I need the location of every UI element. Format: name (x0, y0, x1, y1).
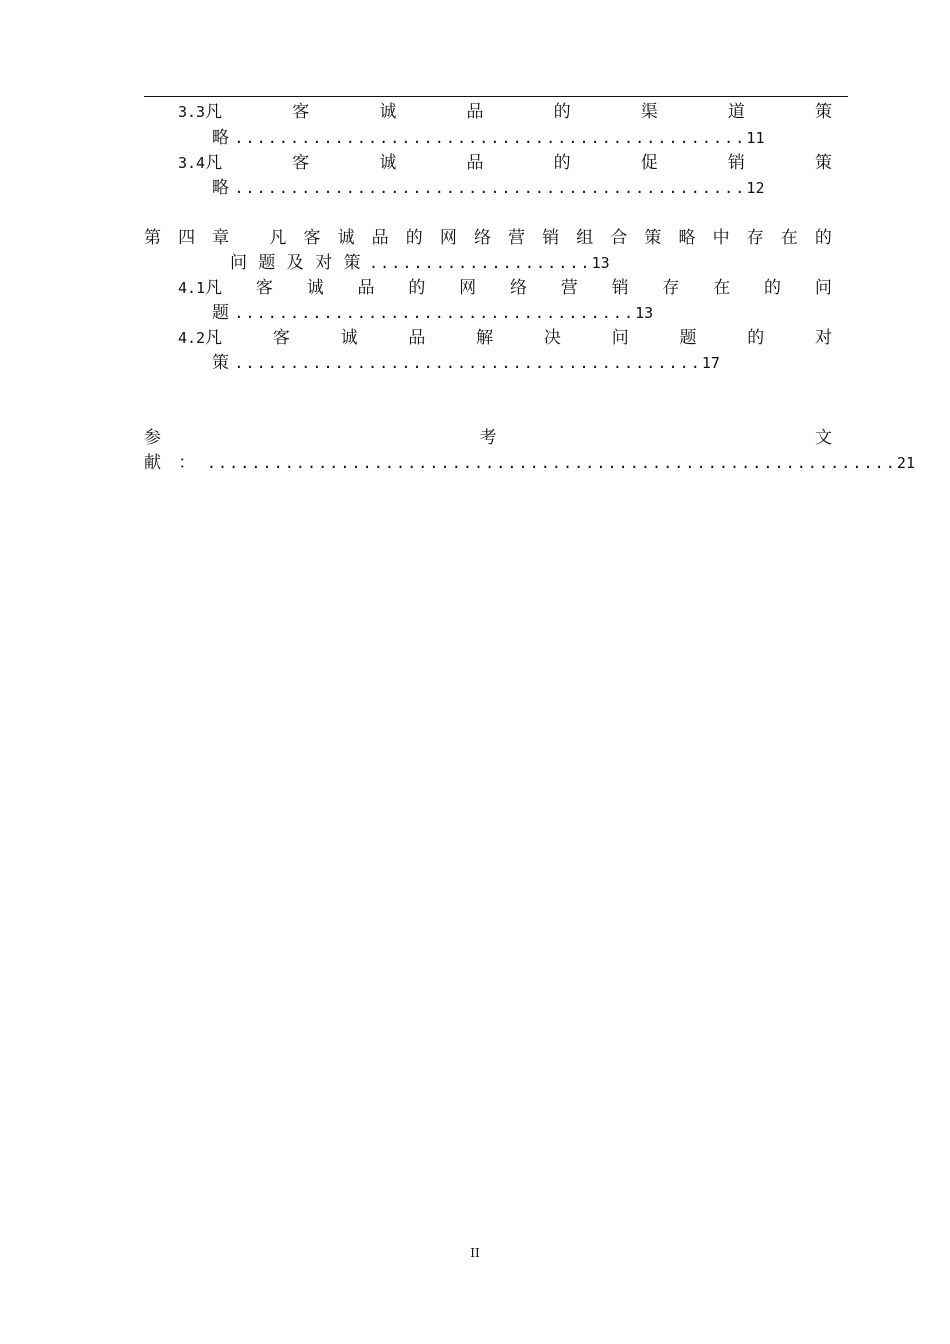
toc-text: 品 (371, 228, 389, 248)
toc-text: 决 (543, 328, 561, 348)
toc-page-number: 13 (591, 254, 610, 272)
toc-page-number: 17 (701, 354, 720, 372)
toc-text: 第 (144, 228, 161, 248)
toc-chapter-4-line1[interactable] (144, 226, 832, 250)
toc-text: 章 (212, 228, 230, 248)
toc-leader-dots: .................................... (234, 304, 636, 322)
toc-text: 题 (679, 328, 697, 348)
toc-leader-dots: .............................................................. (206, 454, 897, 472)
toc-text: 解 (476, 328, 494, 348)
toc-text: 诚 (337, 228, 355, 248)
toc-text: 品 (357, 278, 375, 298)
toc-text: 的 (553, 153, 571, 173)
toc-entry-4-2-line1[interactable] (178, 326, 832, 350)
toc-text: 略 (212, 128, 229, 148)
toc-text: 销 (727, 153, 745, 173)
toc-leader-dots: .............................................. (234, 179, 747, 197)
toc-text: 参 (144, 428, 161, 448)
toc-text: 网 (459, 278, 477, 298)
toc-references-line2[interactable] (144, 451, 915, 475)
toc-entry-4-2-line2[interactable] (212, 351, 720, 375)
toc-text: 客 (255, 278, 273, 298)
header-rule (144, 96, 848, 97)
toc-references-line1[interactable] (144, 426, 832, 450)
toc-text: 营 (508, 228, 526, 248)
toc-leader-dots: .......................................... (234, 354, 702, 372)
toc-text: 品 (466, 102, 484, 122)
toc-text: 在 (780, 228, 798, 248)
toc-entry-3-3-line2[interactable] (212, 126, 764, 150)
toc-3-3-num-char1: 3.3凡 (178, 102, 223, 122)
toc-text: 问 (611, 328, 629, 348)
toc-3-4-num-char1: 3.4凡 (178, 153, 223, 173)
toc-text: 销 (611, 278, 629, 298)
toc-text: 略 (212, 178, 229, 198)
toc-text: 的 (747, 328, 765, 348)
toc-leader-dots: .............................................. (234, 129, 747, 147)
toc-text: 四 (178, 228, 196, 248)
toc-text: 策 (814, 153, 832, 173)
toc-text: 道 (727, 102, 745, 122)
toc-text: 品 (466, 153, 484, 173)
toc-text: 销 (542, 228, 560, 248)
toc-text: 题 (212, 303, 229, 323)
toc-entry-4-1-line2[interactable] (212, 301, 653, 325)
toc-text: 客 (292, 153, 310, 173)
toc-text: 凡 (269, 228, 287, 248)
toc-text: 存 (662, 278, 680, 298)
toc-text: 对 (814, 328, 832, 348)
toc-text: 问 题 及 对 策 (230, 253, 364, 273)
toc-leader-dots: .................... (369, 254, 592, 272)
toc-4-2-num-char1: 4.2凡 (178, 328, 223, 348)
toc-entry-4-1-line1[interactable] (178, 276, 832, 300)
toc-text: 策 (814, 102, 832, 122)
toc-text: 诚 (306, 278, 324, 298)
toc-entry-3-4-line1[interactable] (178, 151, 832, 175)
toc-text: 网 (439, 228, 457, 248)
toc-text: 策 (212, 353, 229, 373)
toc-text: 考 (479, 428, 497, 448)
toc-4-1-num-char1: 4.1凡 (178, 278, 223, 298)
toc-text: 存 (746, 228, 764, 248)
toc-entry-3-4-line2[interactable] (212, 176, 764, 200)
toc-text: 诚 (379, 153, 397, 173)
toc-text: 组 (576, 228, 594, 248)
toc-chapter-4-line2[interactable] (230, 251, 610, 275)
toc-text: 诚 (340, 328, 358, 348)
toc-text: 的 (764, 278, 782, 298)
toc-text: 客 (272, 328, 290, 348)
toc-page-number: 21 (896, 454, 915, 472)
toc-text: 的 (408, 278, 426, 298)
toc-text: 诚 (379, 102, 397, 122)
toc-page-number: 11 (746, 129, 765, 147)
toc-text: 的 (553, 102, 571, 122)
toc-text: 络 (509, 278, 527, 298)
toc-text: 营 (560, 278, 578, 298)
toc-text: 渠 (640, 102, 658, 122)
toc-text: 问 (814, 278, 832, 298)
toc-text: 络 (473, 228, 491, 248)
page-number: II (470, 1246, 480, 1260)
toc-text: 在 (713, 278, 731, 298)
toc-text: 的 (405, 228, 423, 248)
toc-text: 合 (610, 228, 628, 248)
toc-text: 品 (408, 328, 426, 348)
toc-page-number: 13 (635, 304, 654, 322)
toc-text: 策 (644, 228, 662, 248)
toc-text: 客 (303, 228, 321, 248)
toc-entry-3-3-line1[interactable] (178, 100, 832, 124)
toc-text: 中 (712, 228, 730, 248)
toc-text: 的 (814, 228, 832, 248)
toc-text: 客 (292, 102, 310, 122)
toc-text: 略 (678, 228, 696, 248)
toc-text: 促 (640, 153, 658, 173)
toc-text: 文 (815, 428, 832, 448)
toc-text: 献 ： (144, 453, 202, 473)
toc-page-number: 12 (746, 179, 765, 197)
